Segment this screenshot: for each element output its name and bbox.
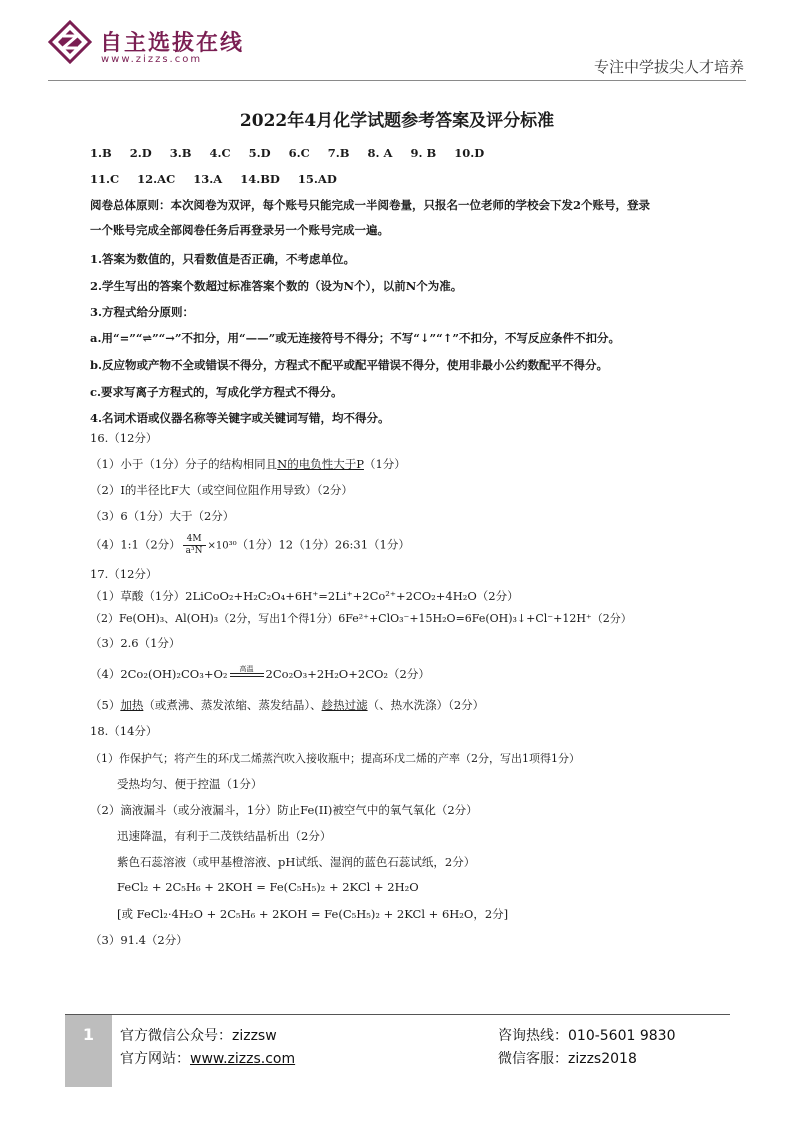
answer-line: （2）滴液漏斗（或分液漏斗，1分）防止Fe(II)被空气中的氧气氧化（2分）: [90, 803, 478, 817]
answer-item: 9. B: [410, 146, 437, 160]
header-divider: [48, 80, 746, 81]
fraction-denominator: a³N: [185, 546, 203, 556]
answer-text: （1分）12（1分）26:31（1分）: [236, 537, 410, 552]
principle-line: 4.名词术语或仪器名称等关键字或关键词写错，均不得分。: [90, 411, 390, 425]
underlined-text: 趁热过滤: [321, 698, 368, 712]
fraction: [183, 534, 206, 557]
answer-line: FeCl₂ + 2C₅H₆ + 2KOH = Fe(C₅H₅)₂ + 2KCl + 2H₂O: [117, 880, 419, 894]
answer-item: 13.A: [193, 172, 223, 186]
site-label: 官方网站：: [120, 1051, 190, 1067]
principle-line: 2.学生写出的答案个数超过标准答案个数的（设为N个），以前N个为准。: [90, 279, 463, 293]
principle-line: 3.方程式给分原则：: [90, 305, 195, 319]
underlined-text: 加热: [120, 698, 144, 712]
principle-line: c.要求写离子方程式的，写成化学方程式不得分。: [90, 385, 343, 399]
exponent: ×10³⁰: [207, 540, 237, 552]
zizzs-logo-icon: [48, 20, 92, 64]
page-number: 1: [82, 1025, 95, 1044]
page-footer: [0, 1010, 794, 1122]
wechat-account: 官方微信公众号：zizzsw: [120, 1028, 277, 1044]
answer-row-2: [90, 172, 355, 186]
principle-line: b.反应物或产物不全或错误不得分，方程式不配平或配平错误不得分，使用非最小公约数配平不得分。: [90, 358, 609, 372]
answer-line: （1）草酸（1分）2LiCoO₂+H₂C₂O₄+6H⁺=2Li⁺+2Co²⁺+2CO₂+4H₂O（2分）: [90, 589, 519, 603]
wechat-service: 微信客服：zizzs2018: [498, 1051, 637, 1067]
answer-text: （4）2Co₂(OH)₂CO₃+O₂: [90, 667, 228, 681]
principle-line: a.用“=”“⇌”“→”不扣分，用“——”或无连接符号不得分；不写“↓”“↑”不扣分，不写反应条件不扣分。: [90, 331, 621, 345]
answer-text: （1分）: [363, 457, 406, 471]
answer-line: [90, 534, 410, 557]
question-heading: 16.（12分）: [90, 431, 158, 445]
answer-text: （、热水洗涤）（2分）: [367, 698, 485, 712]
site-link[interactable]: www.zizzs.com: [190, 1051, 296, 1067]
answer-item: 7.B: [327, 146, 350, 160]
answer-item: 15.AD: [297, 172, 337, 186]
answer-item: 2.D: [129, 146, 152, 160]
answer-line: [或 FeCl₂·4H₂O + 2C₅H₆ + 2KOH = Fe(C₅H₅)₂ + 2KCl + 6H₂O，2分]: [117, 907, 509, 921]
fraction-numerator: 4M: [183, 534, 206, 546]
answer-line: （3）2.6（1分）: [90, 636, 181, 650]
answer-item: 8. A: [367, 146, 393, 160]
answer-line: 迅速降温，有利于二茂铁结晶析出（2分）: [117, 829, 332, 843]
logo-text: 自主选拔在线: [100, 30, 245, 56]
answer-item: 11.C: [90, 172, 120, 186]
question-heading: 17.（12分）: [90, 567, 158, 581]
answer-line: （1）作保护气；将产生的环戊二烯蒸汽吹入接收瓶中；提高环戊二烯的产率（2分，写出1项得1分）: [90, 752, 580, 765]
document-title: 2022年4月化学试题参考答案及评分标准: [239, 111, 555, 131]
answer-line: （2）I的半径比F大（或空间位阻作用导致）（2分）: [90, 483, 353, 497]
answer-item: 1.B: [90, 146, 112, 160]
reaction-condition: 高温: [239, 665, 254, 673]
answer-text: （或煮沸、蒸发浓缩、蒸发结晶）、: [143, 698, 322, 712]
question-heading: 18.（14分）: [90, 724, 158, 738]
answer-text: （4）1:1（2分）: [90, 537, 181, 552]
answer-line: 受热均匀、便于控温（1分）: [117, 777, 263, 791]
answer-text: 2Co₂O₃+2H₂O+2CO₂（2分）: [265, 667, 430, 681]
principle-line: 1.答案为数值的，只看数值是否正确，不考虑单位。: [90, 252, 356, 266]
answer-item: 10.D: [454, 146, 485, 160]
logo-url: www.zizzs.com: [101, 54, 203, 65]
answer-line: （3）91.4（2分）: [90, 933, 188, 947]
answer-item: 5.D: [248, 146, 271, 160]
footer-divider: [65, 1014, 730, 1015]
answer-item: 4.C: [209, 146, 231, 160]
official-site: [120, 1048, 295, 1068]
underlined-text: N的电负性大于P: [277, 457, 364, 471]
answer-item: 3.B: [169, 146, 192, 160]
answer-item: 6.C: [288, 146, 310, 160]
answer-line: [90, 456, 406, 472]
principle-line: 一个账号完成全部阅卷任务后再登录另一个账号完成一遍。: [90, 223, 389, 237]
answer-line: 紫色石蕊溶液（或甲基橙溶液、pH试纸、湿润的蓝色石蕊试纸，2分）: [117, 855, 476, 869]
principle-line: 阅卷总体原则：本次阅卷为双评，每个账号只能完成一半阅卷量，只报名一位老师的学校会下发2个账号，登录: [90, 198, 650, 212]
answer-text: （1）小于（1分）分子的结构相同且: [90, 457, 278, 471]
answer-line: （3）6（1分）大于（2分）: [90, 509, 235, 523]
page-number-box: [65, 1015, 112, 1087]
answer-line: [90, 665, 430, 682]
answer-line: （2）Fe(OH)₃、Al(OH)₃（2分，写出1个得1分）6Fe²⁺+ClO₃⁻+15H₂O=6Fe(OH)₃↓+Cl⁻+12H⁺（2分）: [90, 612, 632, 625]
reaction-arrow: [230, 665, 264, 682]
header-tagline: 专注中学拔尖人才培养: [593, 58, 744, 76]
answer-text: （5）: [90, 698, 121, 712]
answer-row-1: [90, 146, 502, 160]
answer-item: 12.AC: [137, 172, 176, 186]
answer-item: 14.BD: [240, 172, 280, 186]
hotline: 咨询热线：010-5601 9830: [498, 1028, 676, 1044]
page-header: [0, 0, 794, 82]
answer-line: [90, 697, 484, 713]
